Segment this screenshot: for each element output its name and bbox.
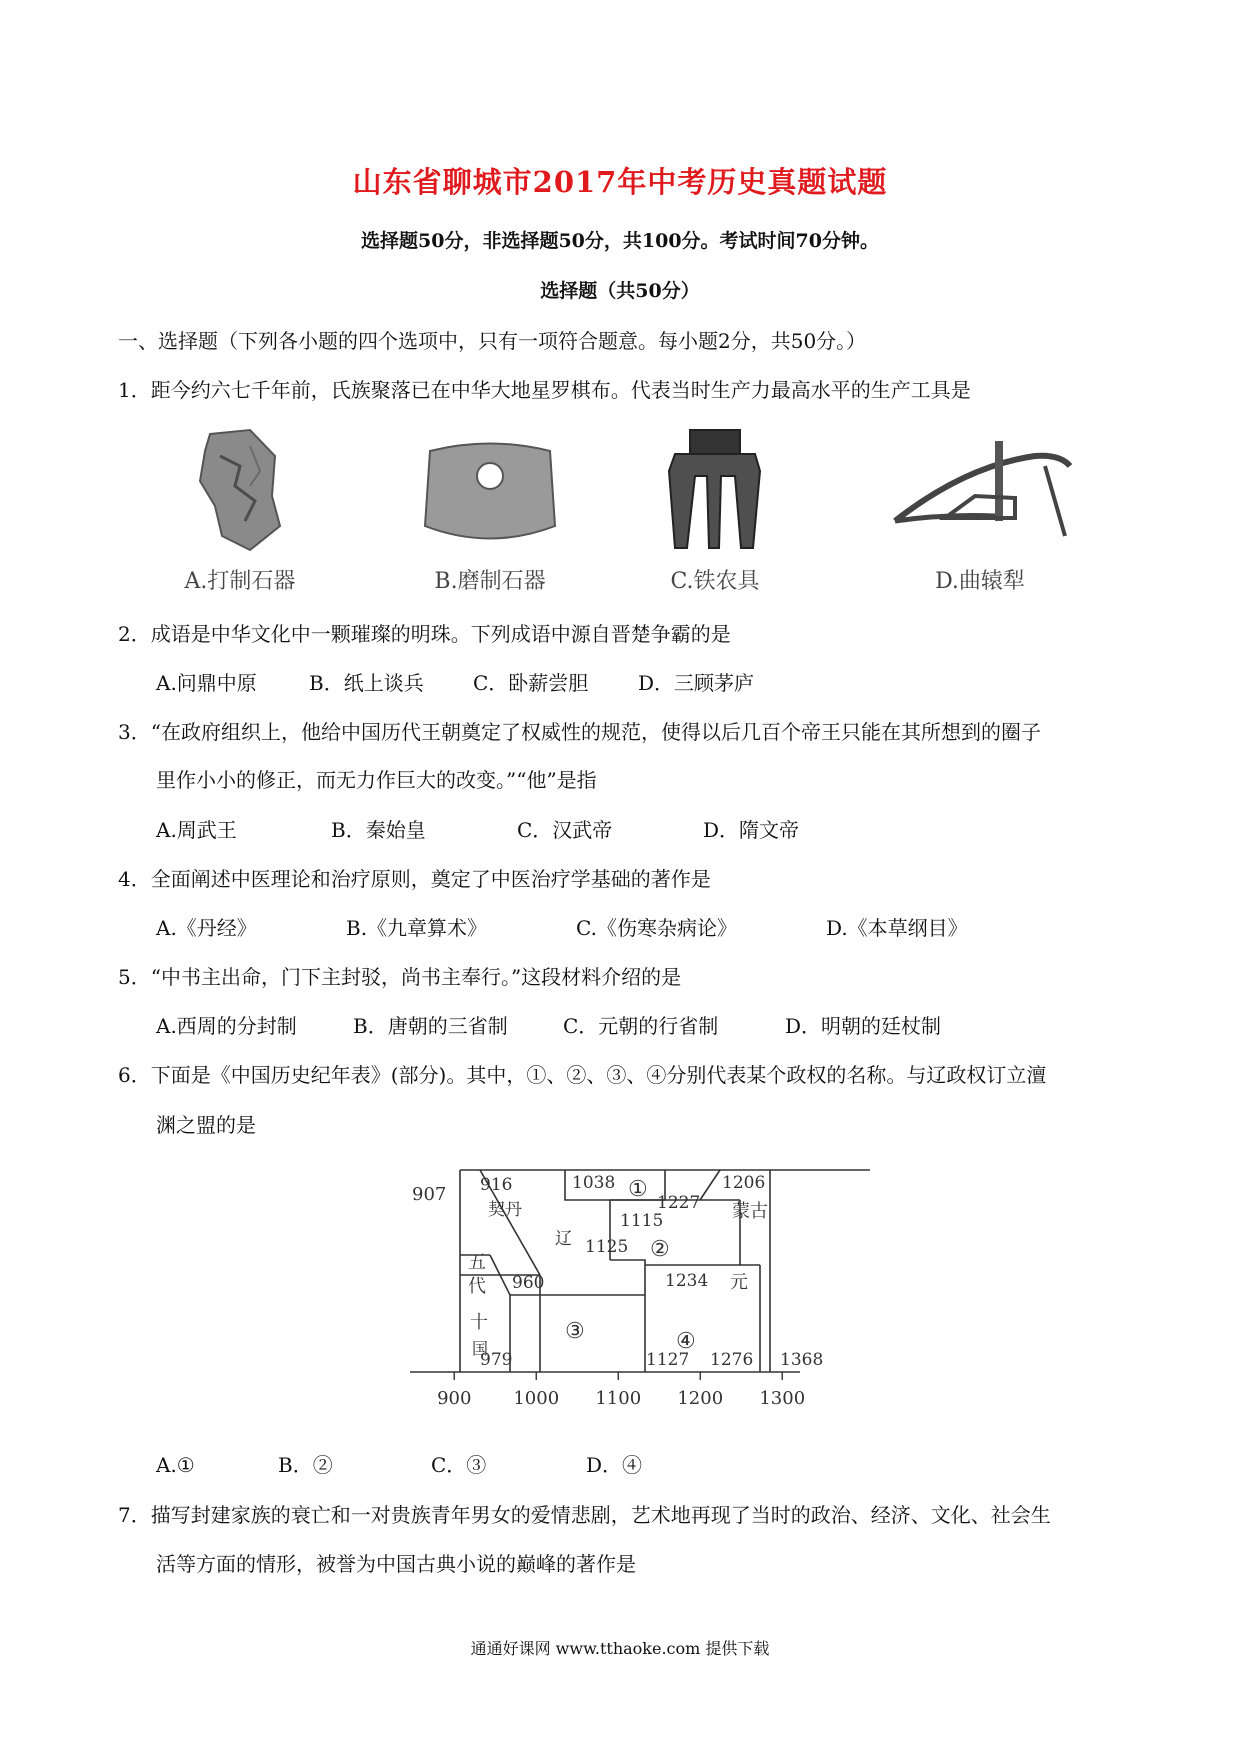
question-7-text-cont: 活等方面的情形，被誉为中国古典小说的巅峰的著作是 [156,1552,636,1576]
timeline-label-y1127: 1127 [646,1350,690,1370]
option-4b[interactable]: B.《九章算术》 [346,916,488,940]
option-1b-label: B.磨制石器 [434,569,546,594]
question-4-options [156,912,968,941]
timeline-label-y1206: 1206 [722,1173,766,1193]
section-title: 选择题（共50分） [540,280,700,302]
timeline-label-guo: 国 [472,1339,489,1358]
question-2-options [156,667,754,696]
option-1d-label: D.曲辕犁 [935,569,1025,594]
mongol-slope [700,1170,720,1200]
question-6-options [156,1449,642,1478]
timeline-tick-label-1000: 1000 [513,1388,560,1409]
timeline-tick-label-1200: 1200 [677,1388,724,1409]
option-1a-label: A.打制石器 [184,569,296,594]
question-6-text: 6．下面是《中国历史纪年表》(部分)。其中，①、②、③、④分别代表某个政权的名称。与辽政权订立澶 [118,1063,1047,1087]
timeline-label-y907: 907 [412,1184,447,1205]
option-3a[interactable]: A.周武王 [156,818,237,842]
timeline-label-dai: 代 [468,1276,486,1297]
option-2c[interactable]: C．卧薪尝胆 [473,671,589,695]
option-1c-figure[interactable] [625,426,805,595]
question-6-text-cont: 渊之盟的是 [156,1113,256,1137]
timeline-label-yuan: 元 [730,1272,748,1293]
timeline-label-y979: 979 [480,1350,513,1370]
option-1c-label: C.铁农具 [670,569,760,594]
footer: 通通好课网 www.tthaoke.com 提供下载 [470,1639,770,1658]
timeline-label-y1368: 1368 [780,1350,824,1370]
curved-shaft-plow-icon [885,426,1075,556]
option-2d[interactable]: D．三顾茅庐 [638,671,755,695]
section-instructions: 一、选择题（下列各小题的四个选项中，只有一项符合题意。每小题2分，共50分。） [118,329,867,353]
iron-farm-tool-icon [655,426,775,556]
option-6d[interactable]: D．④ [586,1453,643,1477]
option-4a[interactable]: A.《丹经》 [156,916,257,940]
chronology-chart [410,1160,870,1424]
liao-bottom-line [610,1260,645,1295]
page-title: 山东省聊城市2017年中考历史真题试题 [352,165,888,199]
option-1d-figure[interactable] [880,426,1080,595]
timeline-label-y1115: 1115 [620,1211,664,1231]
timeline-label-c1: ① [628,1177,648,1202]
question-7-text: 7．描写封建家族的衰亡和一对贵族青年男女的爱情悲剧，艺术地再现了当时的政治、经济、文化、社会生 [118,1503,1051,1527]
timeline-label-y960: 960 [512,1273,545,1293]
polished-stone-axe-icon [410,426,570,556]
option-5a[interactable]: A.西周的分封制 [156,1014,297,1038]
option-3c[interactable]: C．汉武帝 [517,818,613,842]
option-1b-figure[interactable] [400,426,580,595]
exam-subtitle: 选择题50分，非选择题50分，共100分。考试时间70分钟。 [361,230,879,252]
option-2a[interactable]: A.问鼎中原 [156,671,257,695]
option-3d[interactable]: D．隋文帝 [703,818,800,842]
option-2b[interactable]: B．纸上谈兵 [309,671,424,695]
question-2-text: 2．成语是中华文化中一颗璀璨的明珠。下列成语中源自晋楚争霸的是 [118,622,731,646]
timeline-tick-label-900: 900 [437,1388,472,1409]
option-5d[interactable]: D．明朝的廷杖制 [785,1014,942,1038]
timeline-label-qidan: 契丹 [488,1200,522,1220]
question-3-text: 3．“在政府组织上，他给中国历代王朝奠定了权威性的规范，使得以后几百个帝王只能在其所想到的圈子 [118,720,1041,744]
question-5-options [156,1010,941,1039]
timeline-label-y1234: 1234 [665,1271,709,1291]
timeline-label-menggu: 蒙古 [732,1201,768,1222]
question-5-text: 5．“中书主出命，门下主封驳，尚书主奉行。”这段材料介绍的是 [118,965,682,989]
timeline-label-y1038: 1038 [572,1173,616,1193]
option-1a-figure[interactable] [150,426,330,595]
option-5b[interactable]: B．唐朝的三省制 [353,1014,508,1038]
question-4-text: 4．全面阐述中医理论和治疗原则，奠定了中医治疗学基础的著作是 [118,867,711,891]
option-4d[interactable]: D.《本草纲目》 [826,916,968,940]
chipped-stone-tool-icon [180,426,300,556]
option-3b[interactable]: B．秦始皇 [331,818,426,842]
timeline-tick-label-1100: 1100 [595,1388,642,1409]
option-6a[interactable]: A.① [156,1453,195,1477]
question-3-text-cont: 里作小小的修正，而无力作巨大的改变。”“他”是指 [156,768,597,792]
timeline-label-y1125: 1125 [585,1237,629,1257]
question-3-options [156,814,799,843]
timeline-label-c2: ② [650,1237,670,1262]
timeline-tick-label-1300: 1300 [759,1388,806,1409]
timeline-label-wu: 五 [468,1252,486,1273]
timeline-label-c3: ③ [565,1319,585,1344]
timeline-label-shi: 十 [470,1312,488,1333]
timeline-label-y1227: 1227 [657,1193,701,1213]
option-6b[interactable]: B．② [278,1453,333,1477]
option-4c[interactable]: C.《伤寒杂病论》 [576,916,737,940]
option-6c[interactable]: C．③ [431,1453,487,1477]
timeline-label-y916: 916 [480,1175,513,1195]
timeline-label-liao: 辽 [555,1229,572,1249]
timeline-label-c4: ④ [676,1329,696,1354]
timeline-label-y1276: 1276 [710,1350,754,1370]
question-1-text: 1．距今约六七千年前，氏族聚落已在中华大地星罗棋布。代表当时生产力最高水平的生产工具是 [118,378,971,402]
option-5c[interactable]: C．元朝的行省制 [563,1014,719,1038]
